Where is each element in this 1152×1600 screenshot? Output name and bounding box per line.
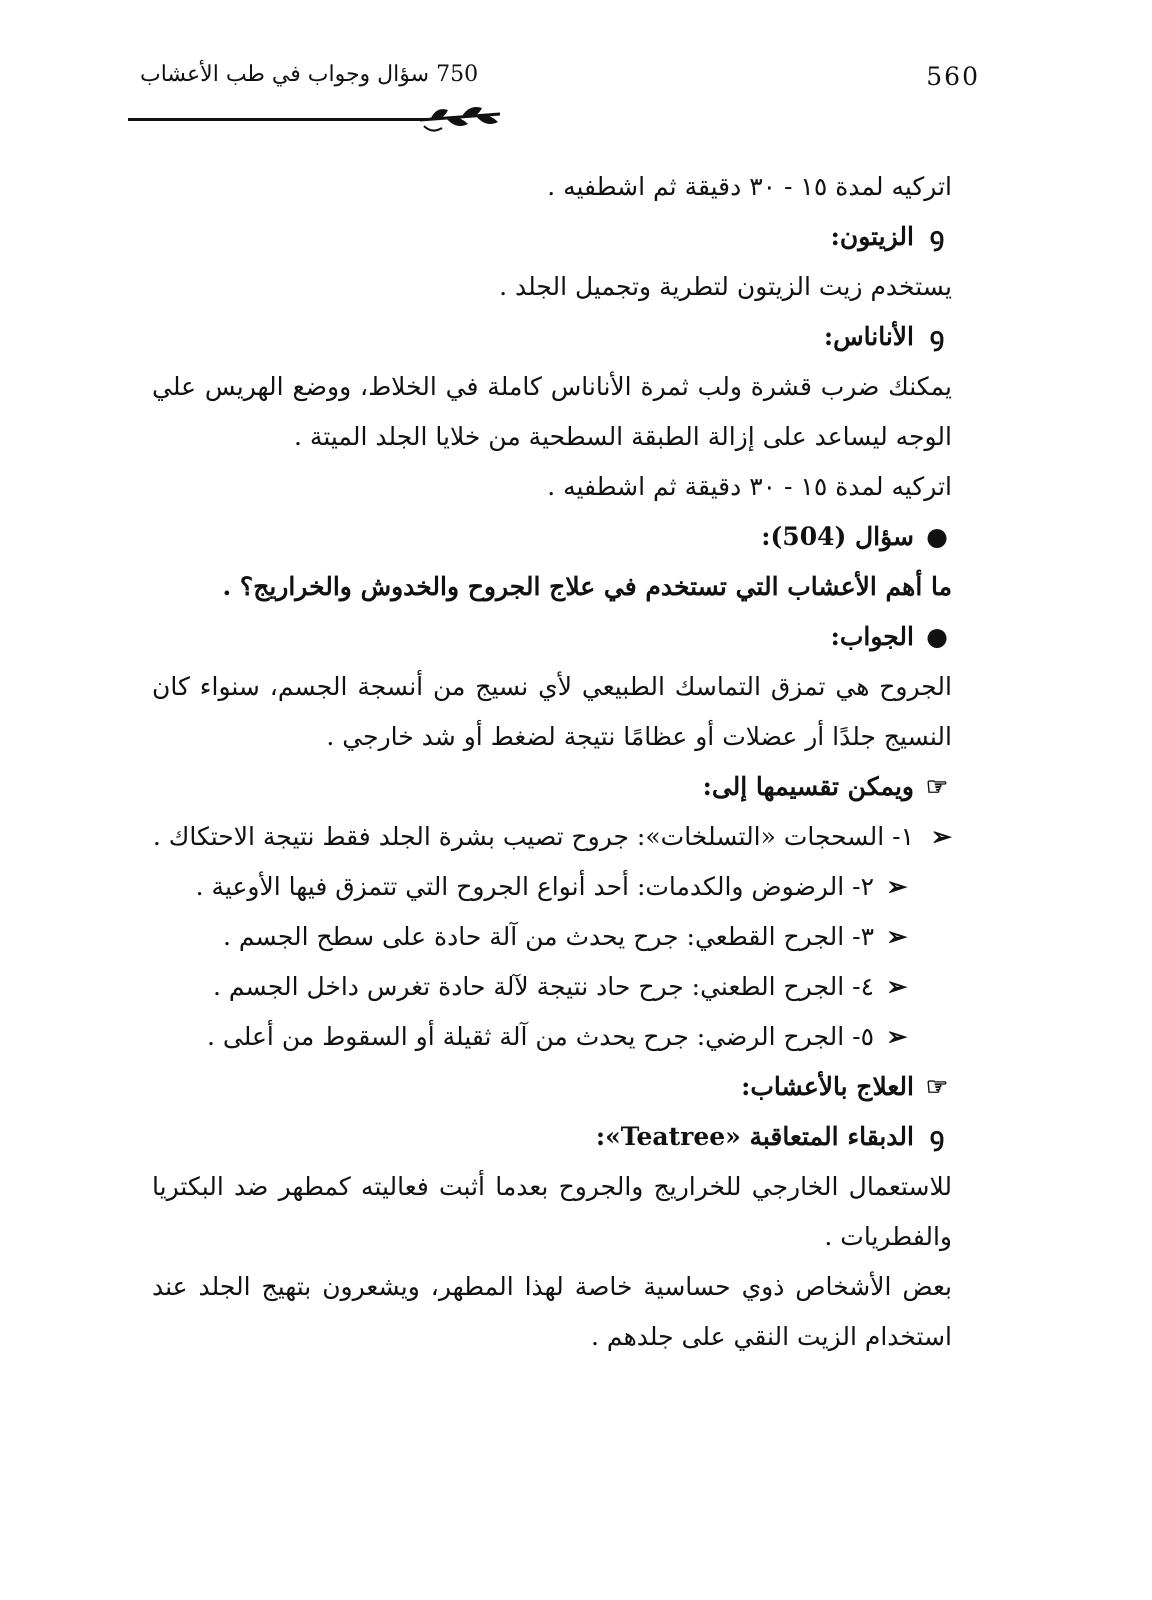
hand-pointer-icon: ☞ bbox=[925, 1072, 949, 1101]
header-rule bbox=[128, 118, 428, 121]
answer-label: ●الجواب: bbox=[152, 612, 952, 662]
pineapple-text: يمكنك ضرب قشرة ولب ثمرة الأناناس كاملة في الخلاط، ووضع الهريس علي الوجه ليساعد على إزالة الطبقة السطحية من خلايا الجلد الميتة . bbox=[152, 372, 952, 451]
teatree-text: بعض الأشخاص ذوي حساسية خاصة لهذا المطهر، ويشعرون بتهيج الجلد عند استخدام الزيت النقي على جلدهم . bbox=[152, 1272, 952, 1351]
treatment-heading: ☞العلاج بالأعشاب: bbox=[152, 1062, 952, 1112]
olive-heading: ꝯالزيتون: bbox=[152, 212, 952, 262]
arrowhead-icon: ➢ bbox=[886, 922, 908, 951]
teatree-text: للاستعمال الخارجي للخراريج والجروح بعدما أثبت فعاليته كمطهر ضد البكتريا والفطريات . bbox=[152, 1172, 952, 1251]
apple-icon: ● bbox=[926, 622, 948, 651]
arrowhead-icon: ➢ bbox=[886, 1022, 908, 1051]
list-item: ➢٥- الجرح الرضي: جرح يحدث من آلة ثقيلة أو السقوط من أعلى . bbox=[152, 1012, 952, 1062]
question-text: ما أهم الأعشاب التي تستخدم في علاج الجروح والخدوش والخراريج؟ . bbox=[222, 572, 952, 601]
arrowhead-icon: ➢ bbox=[886, 972, 908, 1001]
curl-marker-icon: ꝯ bbox=[929, 322, 945, 351]
body-line: اتركيه لمدة ١٥ - ٣٠ دقيقة ثم اشطفيه . bbox=[547, 172, 952, 201]
curl-marker-icon: ꝯ bbox=[929, 1122, 945, 1151]
list-item: ➢٣- الجرح القطعي: جرح يحدث من آلة حادة على سطح الجسم . bbox=[152, 912, 952, 962]
hand-pointer-icon: ☞ bbox=[925, 772, 949, 801]
arrowhead-icon: ➢ bbox=[931, 822, 952, 851]
pineapple-heading: ꝯالأناناس: bbox=[152, 312, 952, 362]
arrowhead-icon: ➢ bbox=[886, 872, 908, 901]
apple-icon: ● bbox=[926, 522, 948, 551]
olive-text: يستخدم زيت الزيتون لتطرية وتجميل الجلد . bbox=[499, 272, 952, 301]
teatree-heading: ꝯالدبقاء المتعاقبة «Teatree»: bbox=[152, 1112, 952, 1162]
page-number: 560 bbox=[926, 62, 980, 91]
list-item: ➢٤- الجرح الطعني: جرح حاد نتيجة لآلة حادة تغرس داخل الجسم . bbox=[152, 962, 952, 1012]
list-item: ➢٢- الرضوض والكدمات: أحد أنواع الجروح التي تتمزق فيها الأوعية . bbox=[152, 862, 952, 912]
list-item: ➢١- السحجات «التسلخات»: جروح تصيب بشرة الجلد فقط نتيجة الاحتكاك . bbox=[152, 812, 952, 862]
book-title: 750 سؤال وجواب في طب الأعشاب bbox=[140, 62, 479, 87]
running-head bbox=[140, 62, 980, 102]
body-line: اتركيه لمدة ١٥ - ٣٠ دقيقة ثم اشطفيه . bbox=[547, 472, 952, 501]
divide-heading: ☞ويمكن تقسيمها إلى: bbox=[152, 762, 952, 812]
leaf-ornament-icon bbox=[418, 102, 502, 136]
page-body bbox=[152, 162, 952, 1362]
answer-text: الجروح هي تمزق التماسك الطبيعي لأي نسيج من أنسجة الجسم، سنواء كان النسيج جلدًا أر عضلات أو عظامًا نتيجة لضغط أو شد خارجي . bbox=[152, 672, 952, 751]
question-label: ●سؤال (504): bbox=[152, 512, 952, 562]
curl-marker-icon: ꝯ bbox=[929, 222, 945, 251]
